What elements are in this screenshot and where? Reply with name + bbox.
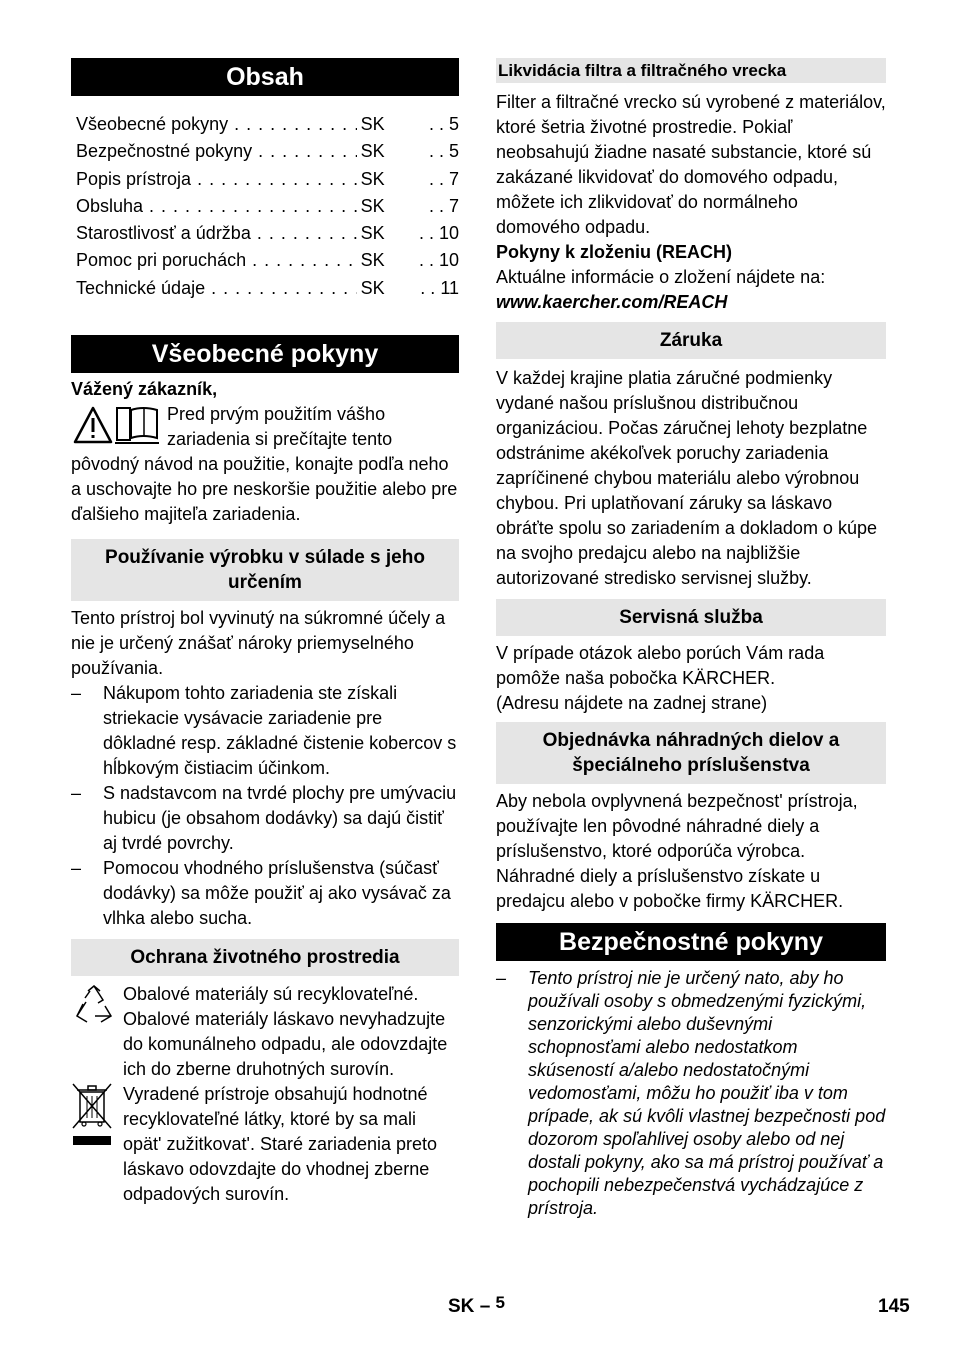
toc-label: Starostlivosť a údržba . . . [76,220,357,247]
toc-page-wrap: . . 5 [390,111,459,138]
warranty-heading: Záruka [496,322,886,359]
intro-text: Pred prvým použitím vášho zariadenia si prečítajte tento pôvodný návod na použitie, konajte podľa neho a uschovajte ho pre neskoršie použitie alebo pre ďalšieho majiteľa zariadenia. [71,404,458,525]
toc-lang: SK [360,168,385,189]
footer-section: SK [448,1296,475,1317]
packaging-block [71,982,459,1082]
toc-page: 10 [438,223,459,244]
toc-page-wrap: . . 7 [390,166,459,193]
parts-text-1: Aby nebola ovplyvnená bezpečnost' prístroja, používajte len pôvodné náhradné diely a príslušenstvo, ktoré odporúča výrobca. [496,791,858,861]
devices-text: Vyradené prístroje obsahujú hodnotné recyklovateľné látky, ktoré by sa mali opät' zužitkovat'. Staré zariadenia preto láskavo odovzdajte do vhodnej zberne odpadových surovín. [123,1084,438,1205]
service-note: (Adresu nájdete na zadnej strane) [496,693,768,713]
toc-lang: SK [360,195,385,216]
toc-page: 10 [438,250,459,271]
intended-use-list [71,681,459,931]
service-heading: Servisná služba [496,599,886,636]
intro-block [71,402,459,527]
toc-row[interactable] [76,220,459,247]
toc-row[interactable] [76,193,459,220]
environment-heading: Ochrana životného prostredia [71,939,459,976]
service-text: V prípade otázok alebo porúch Vám rada pomôže naša pobočka KÄRCHER. [496,643,825,688]
footer-section-label [448,1293,506,1318]
toc-label: Obsluha . . . [76,193,357,220]
parts-text-2: Náhradné diely a príslušenstvo získate u predajcu alebo v pobočke firmy KÄRCHER. [496,866,844,911]
reach-heading: Pokyny k zloženiu (REACH) [496,242,733,262]
packaging-text: Obalové materiály sú recyklovateľné. Obalové materiály láskavo nevyhadzujte do komunálneho odpadu, ale odovzdajte ich do zberne druhotných surovín. [123,984,448,1080]
toc-page-wrap: . . 10 [390,220,459,247]
list-item: – Tento prístroj nie je určený nato, aby ho používali osoby s obmedzenými fyzickými, senzorickými alebo duševnými schopnosťami alebo nedostatkom skúseností a/alebo nedostatočnými vedomosťami, môžu ho použiť iba v tom prípade, ak sú kvôli vlastnej bezpečnosti pod dozorom spoľahlivej osoby alebo od nej dostali pokyny, ako sa má prístroj používať a pochopili nebezpečenstvá vychádzajúce z prístroja. [496,967,886,1220]
toc-row[interactable] [76,138,459,165]
toc-page: 5 [448,114,459,134]
toc-lang: SK [360,114,385,134]
general-heading: Všeobecné pokyny [71,335,459,373]
parts-heading: Objednávka náhradných dielov a špeciálneho príslušenstva [496,722,886,784]
greeting: Vážený zákazník, [71,379,218,400]
weee-bin-icon [71,1082,123,1207]
toc-lang: SK [360,277,385,298]
toc-page: 7 [448,168,459,189]
toc-page: 7 [448,195,459,216]
footer-section-page: 5 [495,1293,506,1312]
toc-page: 5 [448,141,459,162]
toc-row[interactable] [76,247,459,274]
table-of-contents [76,111,459,302]
toc-row[interactable] [76,275,459,302]
toc-label: Technické údaje . . . [76,275,357,302]
reach-link[interactable]: www.kaercher.com/REACH [496,292,728,312]
toc-lang: SK [360,223,385,244]
filter-heading: Likvidácia filtra a filtračného vrecka [496,58,886,83]
page-number: 145 [878,1296,910,1317]
toc-page-wrap: . . 11 [390,275,459,302]
toc-row[interactable] [76,111,459,138]
footer-dash: – [479,1296,491,1317]
filter-text: Filter a filtračné vrecko sú vyrobené z materiálov, ktoré šetria životné prostredie. Pokiaľ neobsahujú žiadne nasaté substancie, ktoré sú zakázané likvidovať do domového odpadu, môžete ich zlikvidovať do normálneho domového odpadu. [496,92,886,237]
recycling-icon [71,982,123,1082]
toc-page-wrap: . . 7 [390,193,459,220]
toc-lang: SK [360,141,385,162]
list-item: – S nadstavcom na tvrdé plochy pre umývaciu hubicu (je obsahom dodávky) sa dajú čistiť aj tvrdé povrchy. [71,781,459,856]
toc-heading: Obsah [71,58,459,96]
left-column [71,58,459,1207]
list-item: – Pomocou vhodného príslušenstva (súčasť dodávky) sa môže použiť aj ako vysávač za vlhka alebo sucha. [71,856,459,931]
warranty-text: V každej krajine platia záručné podmienky vydané našou príslušnou distribučnou organizáciou. Počas záručnej lehoty bezplatne odstránime akékoľvek poruchy zariadenia zapríčinené chybou materiálu alebo výrobnou chybou. Pri uplatňovaní záruky sa láskavo obráťte spolu so zariadením a dokladom o kúpe na svojho predajcu alebo na najbližšie autorizované stredisko servisnej služby. [496,368,877,588]
toc-page: 11 [440,277,459,298]
warning-manual-icon [71,402,163,450]
reach-text: Aktuálne informácie o zložení nájdete na: [496,267,826,287]
toc-label: Popis prístroja . . . [76,166,357,193]
toc-label: Všeobecné pokyny . . . [76,111,357,138]
safety-heading: Bezpečnostné pokyny [496,923,886,961]
toc-label: Bezpečnostné pokyny . . . [76,138,357,165]
intended-use-heading: Používanie výrobku v súlade s jeho určením [71,539,459,601]
toc-lang: SK [360,250,385,271]
safety-list [496,967,886,1220]
toc-page-wrap: . . 10 [390,247,459,274]
toc-label: Pomoc pri poruchách . . . [76,247,357,274]
devices-block [71,1082,459,1207]
toc-row[interactable] [76,166,459,193]
intended-use-text: Tento prístroj bol vyvinutý na súkromné účely a nie je určený znášať nároky priemyselného používania. [71,608,446,679]
list-item: – Nákupom tohto zariadenia ste získali striekacie vysávacie zariadenie pre dôkladné resp. základné čistenie kobercov s hĺbkovým čistiacim účinkom. [71,681,459,781]
right-column [496,58,886,1220]
toc-page-wrap: . . 5 [390,138,459,165]
